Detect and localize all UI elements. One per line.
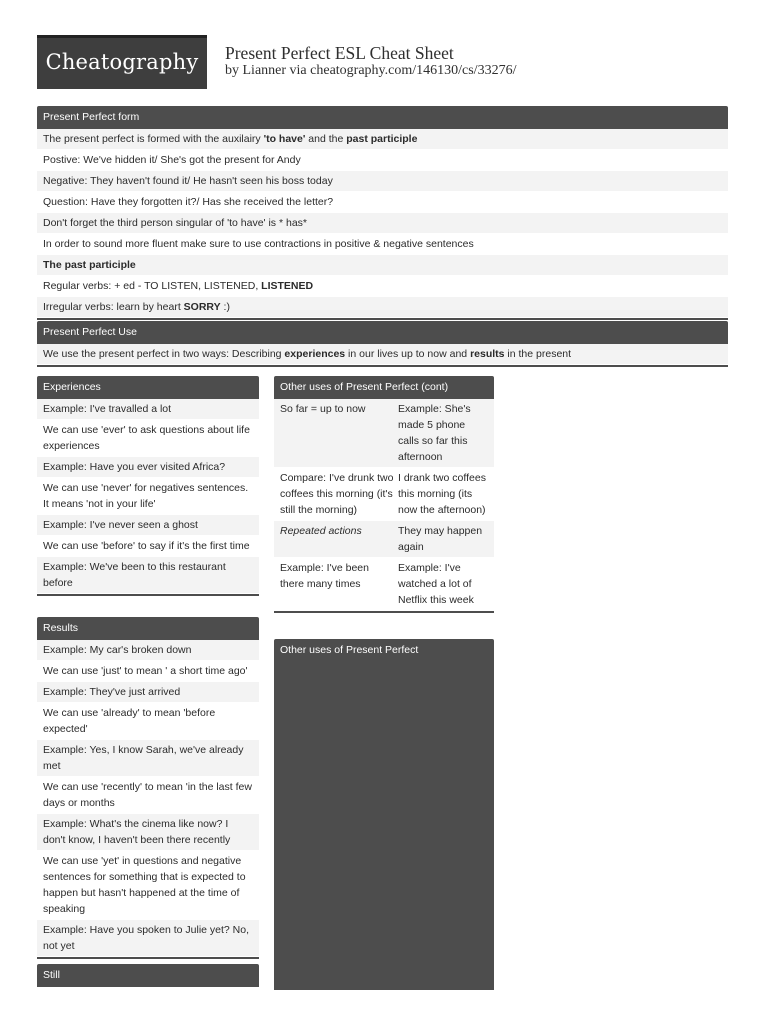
page-title: Present Perfect ESL Cheat Sheet <box>225 43 454 63</box>
row-text-bold: LISTENED <box>261 280 314 292</box>
list-item: We can use 'already' to mean 'before expected' <box>37 703 259 740</box>
table-cell: They may happen again <box>398 525 483 553</box>
list-item: Example: What's the cinema like now? I don't know, I haven't been there recently <box>37 814 259 851</box>
row-text: The present perfect is formed with the auxilairy <box>43 133 264 145</box>
table-cell: So far = up to now <box>280 403 366 415</box>
list-item <box>37 297 728 318</box>
list-item <box>37 344 728 365</box>
panel-header: Other uses of Present Perfect <box>280 644 419 656</box>
list-item: In order to sound more fluent make sure to use contractions in positive & negative sentences <box>37 234 728 255</box>
row-text-bold: experiences <box>284 348 346 360</box>
other-uses-panel <box>274 639 494 990</box>
list-item: We can use 'before' to say if it's the first time <box>37 536 259 557</box>
row-text: :) <box>220 301 230 313</box>
list-item <box>37 276 728 297</box>
table-cell: Repeated actions <box>280 525 362 537</box>
table-row <box>274 468 494 521</box>
list-item: We can use 'just' to mean ' a short time ago' <box>37 661 259 682</box>
page-byline: by Lianner via cheatography.com/146130/cs/33276/ <box>225 63 517 78</box>
list-item: We can use 'never' for negatives sentences. It means 'not in your life' <box>37 478 259 515</box>
panel-bottom-rule <box>37 957 259 959</box>
table-cell: Compare: I've drunk two coffees this morning (it's still the morning) <box>280 472 394 516</box>
list-item: Postive: We've hidden it/ She's got the present for Andy <box>37 150 728 171</box>
list-item: Example: We've been to this restaurant before <box>37 557 259 594</box>
panel-header: Present Perfect form <box>37 106 728 129</box>
list-item: Example: My car's broken down <box>37 640 259 661</box>
list-item: We can use 'ever' to ask questions about life experiences <box>37 420 259 457</box>
list-item: Question: Have they forgotten it?/ Has she received the letter? <box>37 192 728 213</box>
list-item <box>37 129 728 150</box>
row-text-bold: 'to have' <box>263 133 306 145</box>
cheatography-logo[interactable] <box>37 35 207 89</box>
panel-header: Still <box>37 964 259 987</box>
list-item: Don't forget the third person singular of 'to have' is * has* <box>37 213 728 234</box>
list-item: Negative: They haven't found it/ He hasn't seen his boss today <box>37 171 728 192</box>
table-cell: Example: I've been there many times <box>280 562 369 590</box>
table-cell: Example: She's made 5 phone calls so far this afternoon <box>398 403 471 463</box>
list-item: Example: Have you spoken to Julie yet? No, not yet <box>37 920 259 957</box>
panel-header: Experiences <box>37 376 259 399</box>
still-panel <box>37 964 259 987</box>
table-row <box>274 558 494 611</box>
present-perfect-use-panel <box>37 321 728 367</box>
list-item: Example: Have you ever visited Africa? <box>37 457 259 478</box>
row-text: in our lives up to now and <box>345 348 471 360</box>
table-row <box>274 521 494 558</box>
list-item: Example: They've just arrived <box>37 682 259 703</box>
panel-bottom-rule <box>37 365 728 367</box>
table-cell: Example: I've watched a lot of Netflix this week <box>398 562 474 606</box>
panel-bottom-rule <box>37 318 728 320</box>
results-panel <box>37 617 259 959</box>
list-item: Example: I've never seen a ghost <box>37 515 259 536</box>
row-text-bold: SORRY <box>183 301 221 313</box>
present-perfect-form-panel <box>37 106 728 320</box>
list-item: We can use 'recently' to mean 'in the last few days or months <box>37 777 259 814</box>
list-item: We can use 'yet' in questions and negative sentences for something that is expected to happen but hasn't happened at the time of speaking <box>37 851 259 920</box>
other-uses-cont-panel <box>274 376 494 613</box>
row-text-bold: results <box>470 348 505 360</box>
row-text: We use the present perfect in two ways: Describing <box>43 348 285 360</box>
experiences-panel <box>37 376 259 596</box>
row-text: and the <box>305 133 347 145</box>
list-item: The past participle <box>37 255 728 276</box>
panel-bottom-rule <box>274 611 494 613</box>
list-item: Example: Yes, I know Sarah, we've already met <box>37 740 259 777</box>
panel-header: Other uses of Present Perfect (cont) <box>274 376 494 399</box>
logo-text: Cheatography <box>45 50 199 74</box>
panel-header: Present Perfect Use <box>37 321 728 344</box>
row-text: in the present <box>504 348 572 360</box>
panel-bottom-rule <box>37 594 259 596</box>
panel-header: Results <box>37 617 259 640</box>
table-row <box>274 399 494 468</box>
table-cell: I drank two coffees this morning (its now the afternoon) <box>398 472 486 516</box>
row-text: Irregular verbs: learn by heart <box>43 301 184 313</box>
row-text: Regular verbs: + ed - TO LISTEN, LISTENED, <box>43 280 262 292</box>
list-item: Example: I've travalled a lot <box>37 399 259 420</box>
row-text-bold: past participle <box>346 133 418 145</box>
